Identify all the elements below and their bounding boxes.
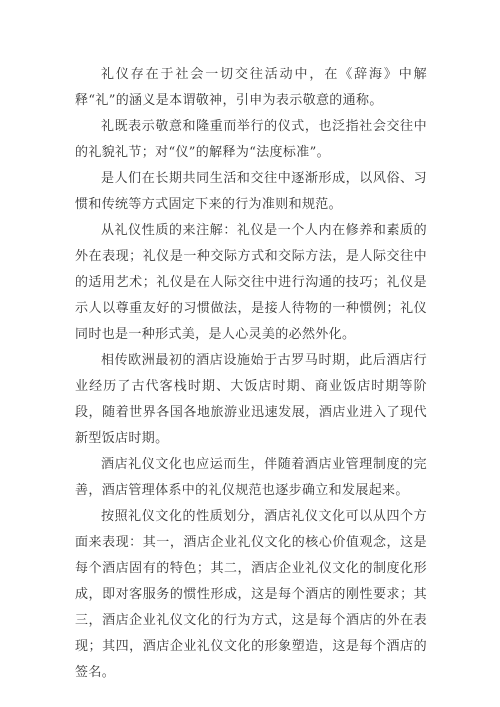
paragraph-6: 酒店礼仪文化也应运而生，伴随着酒店业管理制度的完善，酒店管理体系中的礼仪规范也逐步确立和发展起来。 — [75, 457, 427, 498]
document-body — [75, 62, 427, 686]
paragraph-2: 礼既表示敬意和隆重而举行的仪式，也泛指社会交往中的礼貌礼节；对“仪”的解释为“法度标准”。 — [75, 119, 427, 160]
paragraph-4: 从礼仪性质的来注解：礼仪是一个人内在修养和素质的外在表现；礼仪是一种交际方式和交际方法，是人际交往中的适用艺术；礼仪是在人际交往中进行沟通的技巧；礼仪是示人以尊重友好的习惯做法，是接人待物的一种惯例；礼仪同时也是一种形式美，是人心灵美的必然外化。 — [75, 223, 427, 342]
paragraph-7: 按照礼仪文化的性质划分，酒店礼仪文化可以从四个方面来表现：其一，酒店企业礼仪文化的核心价值观念，这是每个酒店固有的特色；其二，酒店企业礼仪文化的制度化形成，即对客服务的惯性形成，这是每个酒店的刚性要求；其三，酒店企业礼仪文化的行为方式，这是每个酒店的外在表现；其四，酒店企业礼仪文化的形象塑造，这是每个酒店的签名。 — [75, 509, 427, 680]
paragraph-1: 礼仪存在于社会一切交往活动中，在《辞海》中解释“礼”的涵义是本谓敬神，引申为表示敬意的通称。 — [75, 67, 427, 108]
paragraph-3: 是人们在长期共同生活和交往中逐渐形成，以风俗、习惯和传统等方式固定下来的行为准则和规范。 — [75, 171, 427, 212]
paragraph-5: 相传欧洲最初的酒店设施始于古罗马时期，此后酒店行业经历了古代客栈时期、大饭店时期、商业饭店时期等阶段，随着世界各国各地旅游业迅速发展，酒店业进入了现代新型饭店时期。 — [75, 353, 427, 446]
